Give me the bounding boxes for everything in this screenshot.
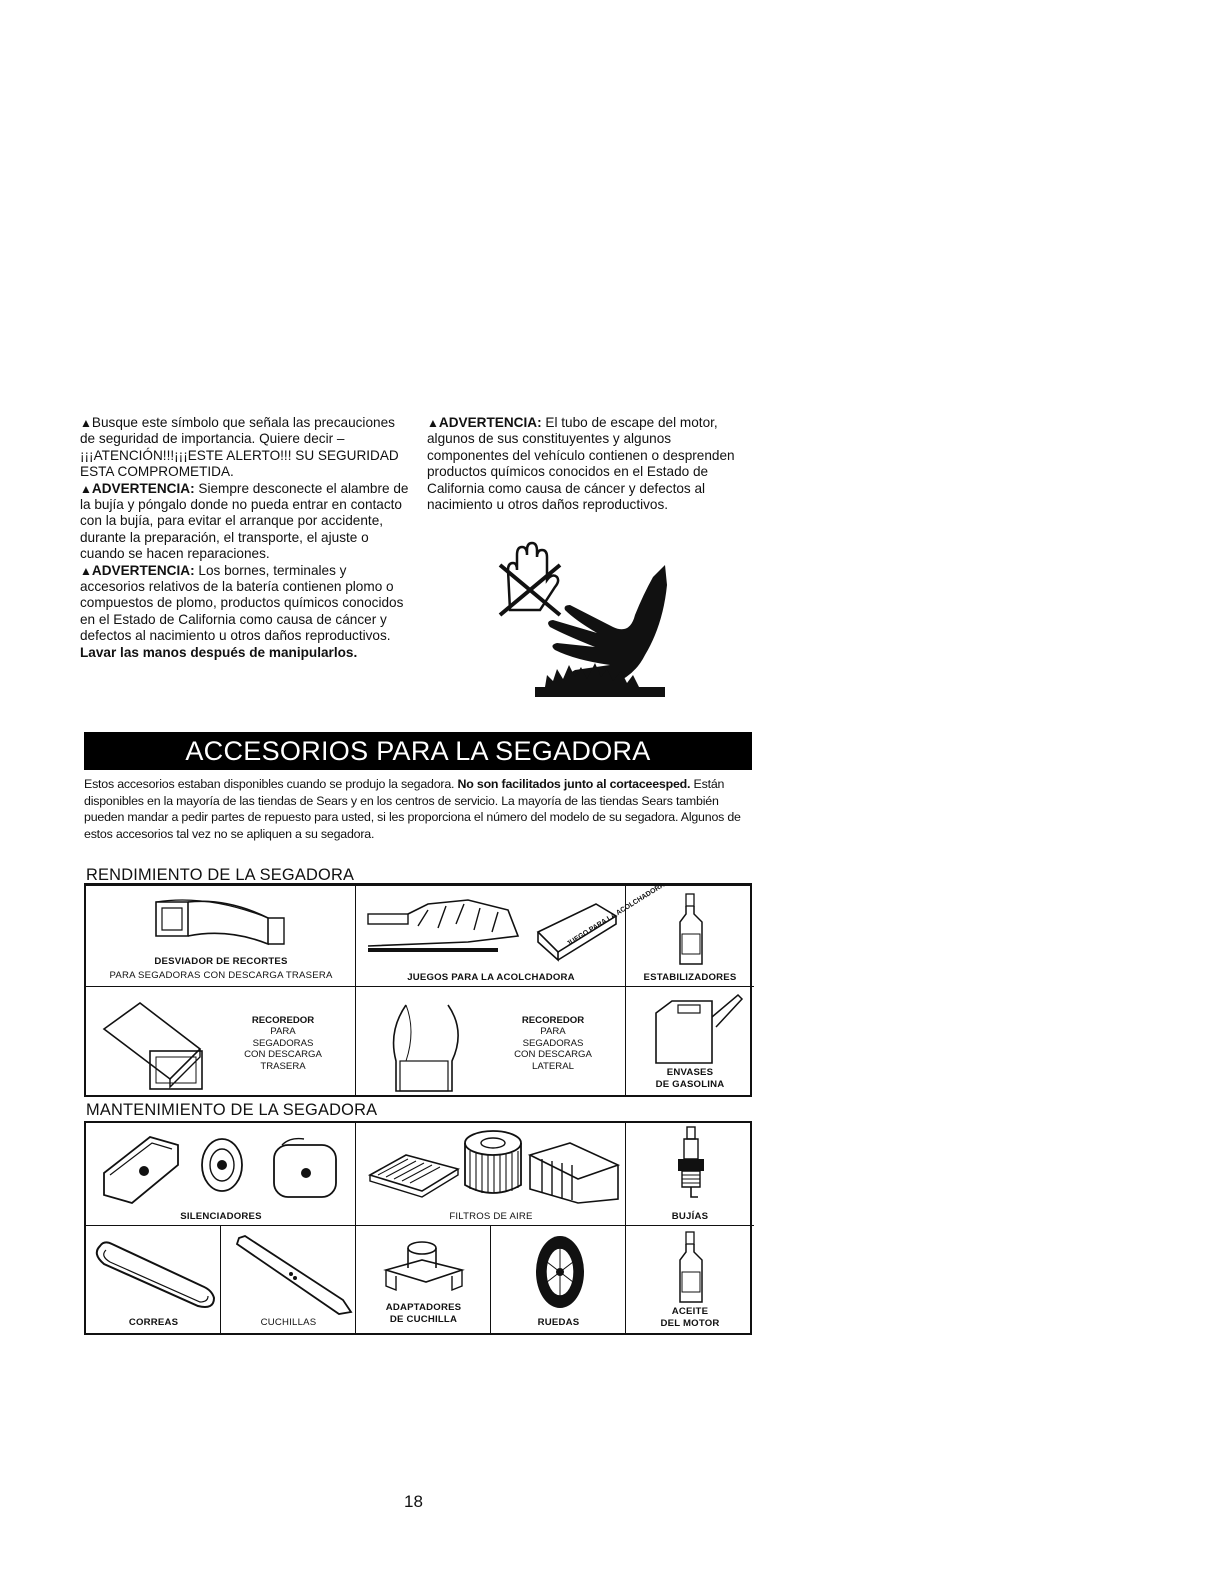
caption-line: CON DESCARGA xyxy=(244,1049,322,1061)
hot-surface-hand-icon xyxy=(535,565,675,705)
side-bagger-icon xyxy=(386,1001,466,1093)
accessories-banner: ACCESORIOS PARA LA SEGADORA xyxy=(84,732,752,770)
engine-oil-caption-1: ACEITE xyxy=(671,1306,709,1317)
engine-oil-caption-2: DEL MOTOR xyxy=(660,1318,720,1329)
cell-wheels xyxy=(491,1226,626,1335)
cell-belts xyxy=(86,1226,221,1335)
blade-adapter-icon xyxy=(382,1234,466,1298)
caption-line: CON DESCARGA xyxy=(514,1049,592,1061)
adapters-caption-1: ADAPTADORES xyxy=(385,1302,462,1313)
gas-cans-caption-2: DE GASOLINA xyxy=(655,1079,725,1090)
safety-symbol-paragraph xyxy=(80,415,410,481)
warning-triangle-icon: ▲ xyxy=(80,416,92,430)
muffler-icon xyxy=(100,1133,182,1207)
gas-can-icon xyxy=(648,991,744,1067)
belt-icon xyxy=(90,1236,218,1312)
caption-line: LATERAL xyxy=(532,1060,574,1072)
wash-hands-note: Lavar las manos después de manipularlos. xyxy=(80,644,358,660)
cell-engine-oil xyxy=(626,1226,754,1335)
page-number: 18 xyxy=(404,1492,423,1511)
right-warning-column xyxy=(427,415,752,513)
left-warning-column xyxy=(80,415,410,661)
cell-adapters xyxy=(356,1226,491,1335)
spark-plug-icon xyxy=(674,1125,708,1205)
gas-cans-caption-1: ENVASES xyxy=(666,1067,714,1078)
warning-label: ADVERTENCIA: xyxy=(438,415,542,430)
cell-blades xyxy=(221,1226,356,1335)
blade-icon xyxy=(235,1234,353,1316)
mulching-caption: JUEGOS PARA LA ACOLCHADORA xyxy=(407,972,575,983)
caption-line: RECOREDOR xyxy=(521,1015,585,1026)
warning-triangle-icon: ▲ xyxy=(427,416,439,430)
warning-text: Siempre desconecte el alambre de la bujía y póngalo donde no pueda entrar en contacto con la bujía, para evitar el arranque por accidente, durante la preparación, el transporte, el ajuste o cuando se hacen reparaciones. xyxy=(80,480,409,562)
air-filters-caption: FILTROS DE AIRE xyxy=(449,1211,533,1222)
caption-line: SEGADORAS xyxy=(522,1037,584,1049)
stabilizer-bottle-icon xyxy=(674,892,708,966)
caption-line: SEGADORAS xyxy=(252,1037,314,1049)
mulching-blade-icon xyxy=(368,896,518,958)
wheel-icon xyxy=(533,1232,587,1312)
cell-mufflers xyxy=(86,1123,356,1226)
caption-line: TRASERA xyxy=(260,1060,306,1072)
mufflers-caption: SILENCIADORES xyxy=(180,1211,262,1222)
cell-stabilizers xyxy=(626,886,754,987)
performance-heading: RENDIMIENTO DE LA SEGADORA xyxy=(86,866,355,884)
mulching-kit-box-icon xyxy=(536,881,666,960)
warning-text: El tubo de escape del motor, algunos de sus constituyentes y algunos componentes del vehículo contienen o desprenden productos químicos conocidos en el Estado de California como causa de cáncer y defectos al nacimiento u otros daños reproductivos. xyxy=(427,415,735,513)
kit-box-text: JUEGO PARA LA ACOLCHADORA xyxy=(565,881,666,948)
spark-plug-warning xyxy=(80,481,410,563)
intro-text: Están disponibles en la mayoría de las tiendas de Sears y en los centros de servicio. La mayoría de las tiendas Sears también pueden mandar a pedir partes de repuesto para usted, si les proporciona el número del modelo de su segadora. Algunos de estos accesorios tal vez no se apliquen a su segadora. xyxy=(84,777,741,841)
blades-caption: CUCHILLAS xyxy=(260,1317,317,1328)
cell-air-filters xyxy=(356,1123,626,1226)
cell-rear-bagger xyxy=(86,987,356,1097)
rear-bagger-icon xyxy=(100,999,210,1089)
wheels-caption: RUEDAS xyxy=(537,1317,580,1328)
adapters-caption-2: DE CUCHILLA xyxy=(389,1314,458,1325)
cell-deflector xyxy=(86,886,356,987)
cell-gas-cans xyxy=(626,987,754,1097)
caption-line: PARA xyxy=(540,1026,566,1038)
panel-filter-icon xyxy=(526,1141,622,1205)
deflector-caption-2: PARA SEGADORAS CON DESCARGA TRASERA xyxy=(109,970,333,981)
safety-symbol-text: Busque este símbolo que señala las precauciones de seguridad de importancia. Quiere decir – ¡¡¡ATENCIÓN!!!¡¡¡ESTE ALERTO!!! SU SEGURIDAD ESTA COMPROMETIDA. xyxy=(80,415,399,480)
warning-label: ADVERTENCIA: xyxy=(91,562,195,578)
round-filter-icon xyxy=(462,1129,524,1199)
warning-label: ADVERTENCIA: xyxy=(91,480,195,496)
cell-spark-plugs xyxy=(626,1123,754,1226)
side-bagger-caption xyxy=(488,1015,618,1072)
maintenance-accessories-grid xyxy=(84,1121,752,1335)
warning-triangle-icon: ▲ xyxy=(80,563,92,578)
oil-bottle-icon xyxy=(674,1230,708,1304)
flat-filter-icon xyxy=(366,1149,462,1201)
warning-text: Los bornes, terminales y accesorios relativos de la batería contienen plomo o compuestos de plomo, productos químicos conocidos en el Estado de California como causa de cáncer y defectos al nacimiento u otros daños reproductivos. xyxy=(80,562,404,644)
exhaust-warning xyxy=(427,415,752,513)
square-muffler-icon xyxy=(270,1135,344,1201)
performance-accessories-grid xyxy=(84,881,752,1097)
battery-warning xyxy=(80,563,410,661)
round-muffler-icon xyxy=(198,1137,246,1193)
warning-triangle-icon: ▲ xyxy=(80,481,92,496)
spark-plugs-caption: BUJÍAS xyxy=(671,1211,709,1222)
belts-caption: CORREAS xyxy=(128,1317,179,1328)
rear-bagger-caption xyxy=(218,1015,348,1072)
cell-mulching-kits xyxy=(356,881,666,987)
maintenance-heading: MANTENIMIENTO DE LA SEGADORA xyxy=(86,1101,378,1119)
grass-deflector-icon xyxy=(148,896,288,956)
caption-line: PARA xyxy=(270,1026,296,1038)
caption-line: RECOREDOR xyxy=(251,1015,315,1026)
accessories-intro xyxy=(84,776,752,842)
stabilizers-caption: ESTABILIZADORES xyxy=(643,972,737,983)
intro-bold-text: No son facilitados junto al cortaceesped. xyxy=(457,777,691,791)
intro-text: Estos accesorios estaban disponibles cuando se produjo la segadora. xyxy=(84,777,458,791)
deflector-caption-1: DESVIADOR DE RECORTES xyxy=(154,956,288,967)
cell-side-bagger xyxy=(356,987,626,1097)
